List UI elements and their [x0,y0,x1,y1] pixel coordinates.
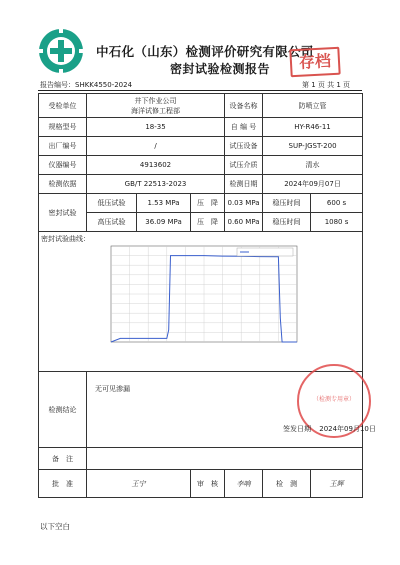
conclusion-value: 无可见渗漏 [95,385,130,393]
basis-value: GB/T 22513-2023 [87,175,225,194]
report-table [38,93,376,498]
tester-label: 检 测 [263,470,311,498]
spec-value: 18-35 [87,118,225,137]
sign-date [283,424,376,434]
high-hold-value: 1080 s [311,213,363,232]
approve-label: 批 准 [39,470,87,498]
sign-date-value: 2024年09月10日 [319,425,376,433]
self-no-label: 自 编 号 [225,118,263,137]
instrument-no-value: 4913602 [87,156,225,175]
header-divider [38,90,362,91]
company-logo [36,26,86,76]
device-name-value: 防喷立管 [263,94,363,118]
low-hold-label: 稳压时间 [263,194,311,213]
device-name-label: 设备名称 [225,94,263,118]
self-no-value: HY-R46-11 [263,118,363,137]
remark-value [87,448,363,470]
equipment-label: 试压设备 [225,137,263,156]
report-title: 密封试验检测报告 [170,62,271,76]
high-test-label: 高压试验 [87,213,137,232]
client-value-line1: 井下作业公司 [134,96,177,105]
low-test-value: 1.53 MPa [137,194,191,213]
low-drop-label: 压 降 [191,194,225,213]
factory-no-label: 出厂编号 [39,137,87,156]
spec-label: 规格型号 [39,118,87,137]
sign-date-label: 签发日期 [283,425,311,433]
archive-stamp: 存档 [289,47,340,78]
seal-text: （检测专用章） [312,396,355,403]
date-value: 2024年09月07日 [263,175,363,194]
low-hold-value: 600 s [311,194,363,213]
low-test-label: 低压试验 [87,194,137,213]
pressure-curve-chart [39,232,363,372]
review-label: 审 核 [191,470,225,498]
high-hold-label: 稳压时间 [263,213,311,232]
low-drop-value: 0.03 MPa [225,194,263,213]
equipment-value: SUP-JGST-200 [263,137,363,156]
curve-cell [39,232,363,372]
footer-note: 以下空白 [40,522,70,531]
high-drop-label: 压 降 [191,213,225,232]
report-number: 报告编号：SHKK4550-2024 [40,81,133,89]
medium-value: 清水 [263,156,363,175]
reviewer-signature: 李响 [225,470,263,498]
medium-label: 试压介质 [225,156,263,175]
curve-label: 密封试验曲线： [41,235,90,243]
instrument-no-label: 仪器编号 [39,156,87,175]
tester-signature: 王辉 [311,470,363,498]
high-test-value: 36.09 MPa [137,213,191,232]
conclusion-label: 检测结论 [39,372,87,448]
page-number: 第 1 页 共 1 页 [302,81,351,89]
remark-label: 备 注 [39,448,87,470]
client-value [87,94,225,118]
client-label: 受检单位 [39,94,87,118]
basis-label: 检测依据 [39,175,87,194]
client-value-line2: 海洋试修工程部 [131,106,181,115]
conclusion-cell [87,372,376,448]
date-label: 检测日期 [225,175,263,194]
seal-test-label: 密封试验 [39,194,87,232]
factory-no-value: / [87,137,225,156]
high-drop-value: 0.60 MPa [225,213,263,232]
company-name: 中石化（山东）检测评价研究有限公司 [96,44,314,59]
approver-signature: 王宁 [87,470,191,498]
